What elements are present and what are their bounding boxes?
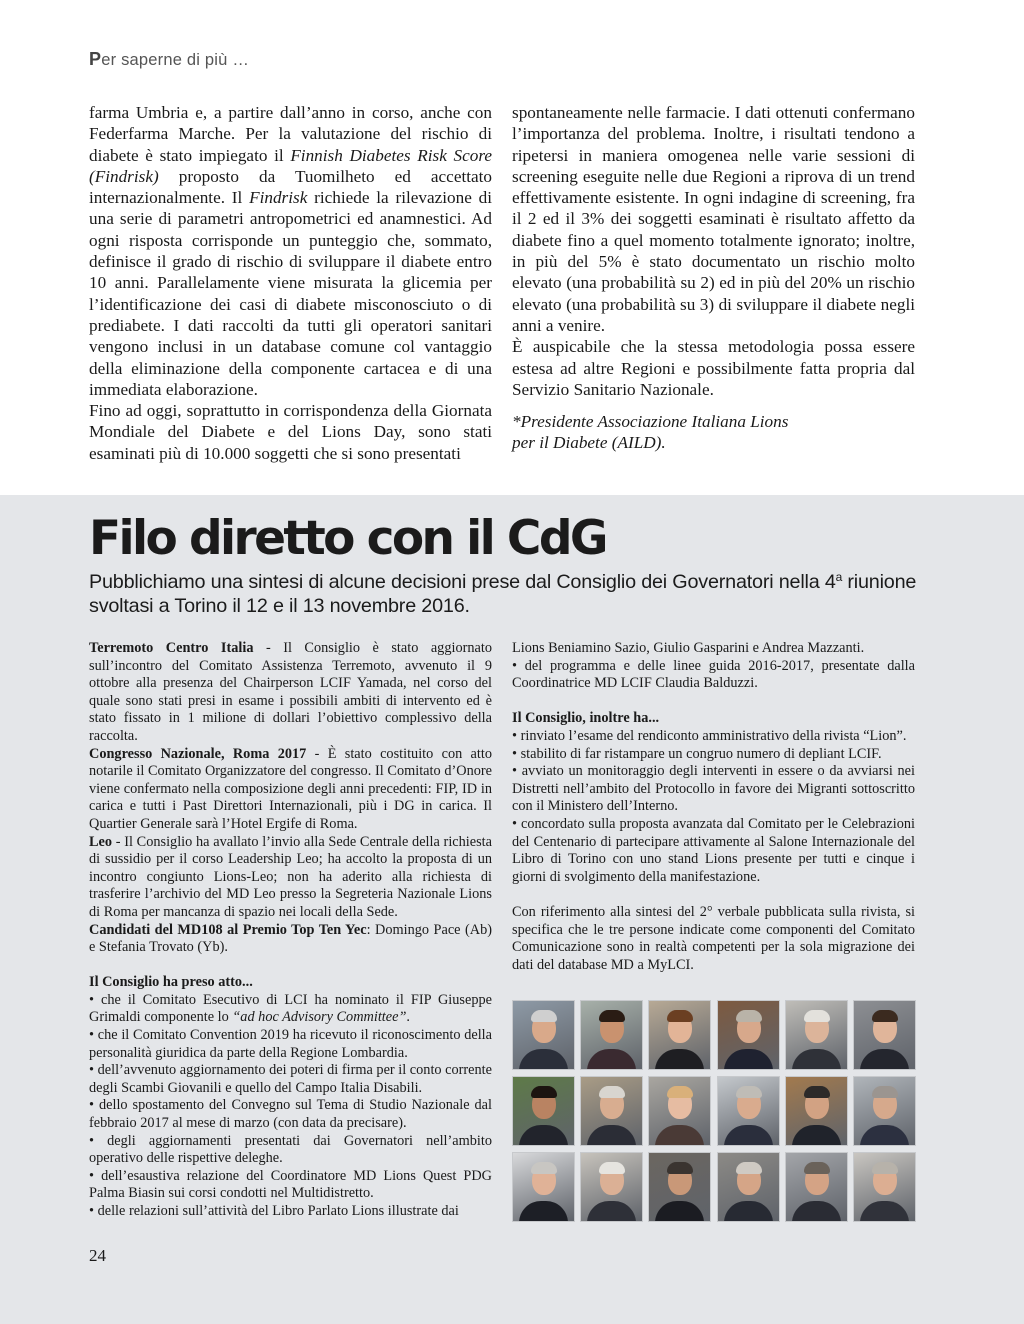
news-item-candidati bbox=[89, 922, 492, 957]
bullet-text-end: . bbox=[406, 1009, 410, 1026]
portrait-hair bbox=[599, 1010, 625, 1022]
article-paragraph-3: spontaneamente nelle farmacie. I dati ottenuti confermano l’importanza del problema. Inoltre, i risultati tendono a ripetersi in maniera omogenea nelle varie sessioni di screening eseguite nelle due Regioni a riprova di un trend effettivamente esistente. In ogni indagine di screening, fra il 2 ed il 3% dei soggetti esaminati è risultato affetto da diabete fino a quel momento totalmente ignorato; inoltre, in più del 5% è stato documentato un rischio molto elevato (una probabilità su 2) ed in più del 20% un rischio elevato (una probabilità su 3) di sviluppare il diabete negli anni a venire. bbox=[512, 103, 915, 335]
governor-portrait-17 bbox=[786, 1153, 847, 1221]
preso-atto-heading bbox=[89, 974, 492, 992]
item-lead: Candidati del MD108 al Premio Top Ten Yec bbox=[89, 921, 367, 938]
governor-portrait-15 bbox=[649, 1153, 710, 1221]
portrait-shoulders bbox=[519, 1125, 568, 1145]
section-subtitle bbox=[89, 570, 939, 618]
item-sep: - bbox=[112, 833, 125, 850]
portrait-hair bbox=[667, 1010, 693, 1022]
running-head-text: er saperne di più … bbox=[101, 51, 250, 69]
portrait-shoulders bbox=[792, 1049, 841, 1069]
running-head-cap: P bbox=[89, 49, 102, 69]
item-lead: Leo bbox=[89, 833, 113, 850]
portrait-hair bbox=[667, 1086, 693, 1098]
news-item-terremoto bbox=[89, 640, 492, 746]
news-item-leo bbox=[89, 834, 492, 922]
preso-atto-bullet-6: • dell’esaustiva relazione del Coordinatore MD Lions Quest PDG Palma Biasin sui corsi condotti nel Multidistretto. bbox=[89, 1167, 492, 1202]
article-column-right bbox=[512, 102, 915, 454]
preso-atto-bullet-7: • delle relazioni sull’attività del Libro Parlato Lions illustrate dai bbox=[89, 1203, 459, 1219]
item-lead: Congresso Nazionale, Roma 2017 bbox=[89, 745, 307, 762]
cdg-column-right bbox=[512, 640, 915, 974]
article-paragraph-2: Fino ad oggi, soprattutto in corrispondenza della Giornata Mondiale del Diabete e del Lions Day, sono stati esaminati più di 10.000 soggetti che si sono presentati bbox=[89, 401, 492, 463]
governor-portrait-5 bbox=[786, 1001, 847, 1069]
bullet-programma: • del programma e delle linee guida 2016-2017, presentate dalla Coordinatrice MD LCIF Claudia Balduzzi. bbox=[512, 657, 915, 692]
portrait-shoulders bbox=[860, 1201, 909, 1221]
governor-portrait-16 bbox=[718, 1153, 779, 1221]
portrait-shoulders bbox=[792, 1201, 841, 1221]
bullet-text: • che il Comitato Esecutivo di LCI ha nominato il FIP Giuseppe Grimaldi componente lo bbox=[89, 991, 492, 1026]
portrait-hair bbox=[736, 1086, 762, 1098]
portrait-shoulders bbox=[519, 1201, 568, 1221]
portrait-hair bbox=[599, 1162, 625, 1174]
item-text: È stato costituito con atto notarile il Comitato Organizzatore del congresso. Il Comitato d’Onore viene confermato nella composizione degli anni precedenti: FIP, ID in carica e tutti i Past Direttori Internazionali, più i DG in carica. Il Quartier Generale sarà l’Hotel Ergife di Roma. bbox=[89, 745, 492, 832]
item-lead: Terremoto Centro Italia bbox=[89, 640, 254, 656]
governor-portrait-14 bbox=[581, 1153, 642, 1221]
portrait-shoulders bbox=[655, 1049, 704, 1069]
portrait-hair bbox=[872, 1010, 898, 1022]
article-paragraph-4: È auspicabile che la stessa metodologia possa essere estesa ad altre Regioni e possibilmente fatta propria dal Servizio Sanitario Nazionale. bbox=[512, 337, 915, 399]
bullet-text-italic: “ad hoc Advisory Committee” bbox=[232, 1009, 407, 1026]
author-signature bbox=[512, 411, 915, 454]
subtitle-text: Pubblichiamo una sintesi di alcune decisioni prese dal Consiglio dei Governatori nella 4 bbox=[89, 571, 836, 593]
closing-note: Con riferimento alla sintesi del 2° verbale pubblicata sulla rivista, si specifica che le tre persone indicate come componenti del Comitato Comunicazione sono in realtà competenti per la sola migrazione dei dati del database MD a MyLCI. bbox=[512, 903, 915, 973]
preso-atto-bullet-5: • degli aggiornamenti presentati dai Governatori nell’ambito operativo delle rispettive deleghe. bbox=[89, 1132, 492, 1167]
portrait-hair bbox=[804, 1010, 830, 1022]
governor-portrait-4 bbox=[718, 1001, 779, 1069]
portrait-shoulders bbox=[724, 1201, 773, 1221]
cdg-column-left bbox=[89, 640, 492, 1221]
portrait-shoulders bbox=[587, 1049, 636, 1069]
governor-portrait-18 bbox=[854, 1153, 915, 1221]
inoltre-bullet-4: • concordato sulla proposta avanzata dal Comitato per le Celebrazioni del Centenario di partecipare attivamente al Salone Internazionale del Libro di Torino con uno stand Lions presente per tutti e cinque i giorni di svolgimento della manifestazione. bbox=[512, 815, 915, 885]
running-head bbox=[89, 49, 249, 70]
inoltre-bullet-3: • avviato un monitoraggio degli interventi in essere o da avviarsi nei Distretti nell’ambito del Protocollo in favore dei Migranti sottoscritto con il Ministero dell’Interno. bbox=[512, 763, 915, 815]
inoltre-bullet-1: • rinviato l’esame del rendiconto amministrativo della rivista “Lion”. bbox=[512, 727, 907, 744]
page-number: 24 bbox=[89, 1246, 106, 1265]
governor-portrait-8 bbox=[581, 1077, 642, 1145]
portrait-shoulders bbox=[860, 1125, 909, 1145]
item-sep: : bbox=[366, 921, 376, 938]
governor-portrait-10 bbox=[718, 1077, 779, 1145]
portrait-shoulders bbox=[724, 1049, 773, 1069]
portrait-shoulders bbox=[792, 1125, 841, 1145]
text-run: proposto da Tuomilheto ed accettato internazionalmente. Il bbox=[89, 166, 492, 208]
item-text: Il Consiglio è stato aggiornato sull’incontro del Comitato Assistenza Terremoto, avvenuto il 9 ottobre alla presenza del Chairperson LCIF Yamada, nel corso del quale sono stati presi in esame i possibili ambiti di intervento ed è stato fissato in 1 milione di dollari l’obiettivo complessivo della raccolta. bbox=[89, 640, 492, 744]
governor-portrait-7 bbox=[513, 1077, 574, 1145]
governor-portrait-11 bbox=[786, 1077, 847, 1145]
portrait-hair bbox=[531, 1162, 557, 1174]
item-sep: - bbox=[253, 640, 284, 656]
governor-portrait-6 bbox=[854, 1001, 915, 1069]
signature-line-2: per il Diabete (AILD). bbox=[512, 433, 666, 453]
subtitle-superscript: a bbox=[835, 570, 843, 584]
portrait-hair bbox=[531, 1086, 557, 1098]
article-paragraph-1 bbox=[89, 102, 492, 400]
preso-atto-bullet-2: • che il Comitato Convention 2019 ha ricevuto il riconoscimento della personalità giuridica da parte della Regione Lombardia. bbox=[89, 1027, 492, 1061]
portrait-hair bbox=[736, 1010, 762, 1022]
portrait-hair bbox=[872, 1162, 898, 1174]
item-sep: - bbox=[306, 745, 328, 762]
continued-text: Lions Beniamino Sazio, Giulio Gasparini e Andrea Mazzanti. bbox=[512, 640, 865, 656]
preso-atto-bullet-3: • dell’avvenuto aggiornamento dei poteri di firma per il conto corrente degli Scambi Giovanili e quello del Campo Italia Disabili. bbox=[89, 1062, 492, 1096]
preso-atto-bullet-4: • dello spostamento del Convegno sul Tema di Studio Nazionale dal febbraio 2017 al mese di marzo (con data da precisare). bbox=[89, 1097, 492, 1132]
portrait-hair bbox=[804, 1162, 830, 1174]
portrait-hair bbox=[804, 1086, 830, 1098]
portrait-shoulders bbox=[519, 1049, 568, 1069]
portrait-hair bbox=[599, 1086, 625, 1098]
inoltre-heading bbox=[512, 710, 915, 728]
governors-photo-grid bbox=[513, 1001, 915, 1221]
signature-line-1: *Presidente Associazione Italiana Lions bbox=[512, 412, 789, 432]
inoltre-bullet-2: • stabilito di far ristampare un congruo numero di depliant LCIF. bbox=[512, 745, 882, 762]
preso-atto-bullet-1 bbox=[89, 992, 492, 1027]
portrait-shoulders bbox=[587, 1125, 636, 1145]
heading-text: Il Consiglio ha preso atto... bbox=[89, 974, 253, 991]
item-text: Il Consiglio ha avallato l’invio alla Sede Centrale della richiesta di sussidio per il corso Leadership Leo; ha accolto la proposta di un incontro congiunto Lions-Leo; non ha aderito alla richiesta di trasferire l’archivio del MD Leo presso la Segreteria Nazionale Lions di Roma per mancanza di spazio nei locali della Sede. bbox=[89, 833, 492, 920]
governor-portrait-13 bbox=[513, 1153, 574, 1221]
portrait-shoulders bbox=[587, 1201, 636, 1221]
governor-portrait-2 bbox=[581, 1001, 642, 1069]
item-text: Domingo Pace (Ab) e Stefania Trovato (Yb). bbox=[89, 921, 492, 956]
portrait-shoulders bbox=[860, 1049, 909, 1069]
portrait-shoulders bbox=[655, 1201, 704, 1221]
portrait-hair bbox=[736, 1162, 762, 1174]
governor-portrait-1 bbox=[513, 1001, 574, 1069]
article-column-left bbox=[89, 102, 492, 464]
governor-portrait-12 bbox=[854, 1077, 915, 1145]
portrait-hair bbox=[531, 1010, 557, 1022]
text-run-italic: Finnish Diabetes Risk Score (Findrisk) bbox=[89, 145, 493, 186]
governor-portrait-3 bbox=[649, 1001, 710, 1069]
portrait-shoulders bbox=[655, 1125, 704, 1145]
heading-text: Il Consiglio, inoltre ha... bbox=[512, 710, 660, 727]
portrait-hair bbox=[872, 1086, 898, 1098]
text-run: richiede la rilevazione di una serie di parametri antropometrici ed anamnestici. Ad ogni risposta corrisponde un punteggio che, sommato, definisce il grado di rischio di sviluppare il diabete entro 10 anni. Parallelamente viene misurata la glicemia per l’identificazione dei casi di diabete misconosciuto o di prediabete. I dati raccolti da tutti gli operatori sanitari vengono inclusi in un database comune col vantaggio della eliminazione della componente cartacea e di una immediata elaborazione. bbox=[89, 188, 492, 399]
governor-portrait-9 bbox=[649, 1077, 710, 1145]
subtitle-text-end: riunione svoltasi a Torino il 12 e il 13 novembre 2016. bbox=[89, 571, 917, 617]
portrait-shoulders bbox=[724, 1125, 773, 1145]
news-item-congresso bbox=[89, 746, 492, 834]
portrait-hair bbox=[667, 1162, 693, 1174]
section-title: Filo diretto con il CdG bbox=[89, 511, 606, 566]
text-run-italic: Findrisk bbox=[249, 188, 308, 208]
text-run: farma Umbria e, a partire dall’anno in corso, anche con Federfarma Marche. Per la valutazione del rischio di diabete è stato impiegato il bbox=[89, 103, 492, 165]
